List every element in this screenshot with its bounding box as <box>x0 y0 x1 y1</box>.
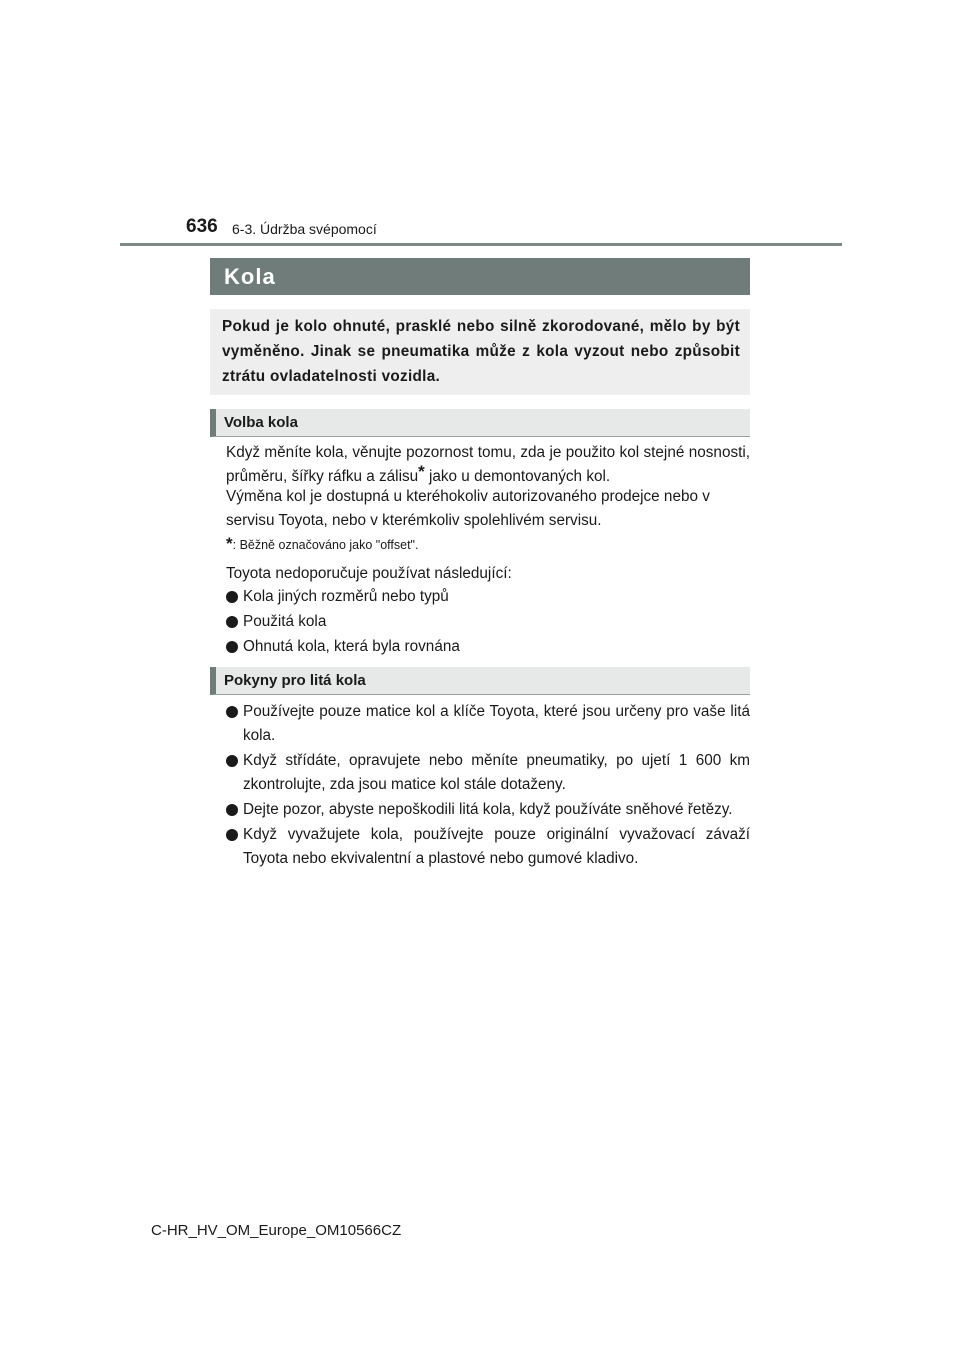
bullet-icon <box>226 829 238 841</box>
wheel-replacement-paragraph: Výměna kol je dostupná u kteréhokoliv autorizovaného prodejce nebo v servisu Toyota, nebo v kterémkoliv spolehlivém servisu. <box>226 488 710 529</box>
bullet-icon <box>226 804 238 816</box>
section-breadcrumb: 6-3. Údržba svépomocí <box>232 221 377 237</box>
page-number: 636 <box>186 216 218 237</box>
paragraph-text: Když měníte kola, věnujte pozornost tomu, zda je použito kol stejné nosnosti, průměru, šířky ráfku a zálisu <box>226 444 750 485</box>
footnote-marker: * <box>418 462 425 481</box>
footnote-text: : Běžně označováno jako "offset". <box>232 538 419 552</box>
bullet-icon <box>226 755 238 767</box>
intro-box: Pokud je kolo ohnuté, prasklé nebo silně zkorodované, mělo by být vyměněno. Jinak se pneumatika může z kola vyzout nebo způsobit ztrátu ovladatelnosti vozidla. <box>210 309 750 395</box>
section-heading-volba-kola: Volba kola <box>210 409 750 437</box>
not-recommended-lead: Toyota nedoporučuje používat následující: <box>226 565 512 582</box>
page-title: Kola <box>210 258 750 295</box>
bullet-icon <box>226 641 238 653</box>
bullet-icon <box>226 706 238 718</box>
list-item: Dejte pozor, abyste nepoškodili litá kola, když používáte sněhové řetězy. <box>226 798 750 822</box>
list-item: Použitá kola <box>226 610 750 634</box>
list-item: Kola jiných rozměrů nebo typů <box>226 585 750 609</box>
alloy-wheel-list <box>226 700 750 871</box>
footnote <box>226 534 418 554</box>
header-divider <box>120 243 842 246</box>
footnote-star: * <box>226 534 233 553</box>
paragraph-text-end: jako u demontovaných kol. <box>424 468 611 485</box>
list-item: Ohnutá kola, která byla rovnána <box>226 635 750 659</box>
bullet-icon <box>226 591 238 603</box>
list-item: Když střídáte, opravujete nebo měníte pneumatiky, po ujetí 1 600 km zkontrolujte, zda jsou matice kol stále dotaženy. <box>226 749 750 797</box>
list-item: Když vyvažujete kola, používejte pouze originální vyvažovací závaží Toyota nebo ekvivalentní a plastové nebo gumové kladivo. <box>226 823 750 871</box>
list-item: Používejte pouze matice kol a klíče Toyota, které jsou určeny pro vaše litá kola. <box>226 700 750 748</box>
document-code: C-HR_HV_OM_Europe_OM10566CZ <box>151 1222 402 1239</box>
bullet-icon <box>226 616 238 628</box>
section-heading-lita-kola: Pokyny pro litá kola <box>210 667 750 695</box>
not-recommended-list <box>226 585 750 659</box>
wheel-selection-paragraph <box>226 441 750 489</box>
